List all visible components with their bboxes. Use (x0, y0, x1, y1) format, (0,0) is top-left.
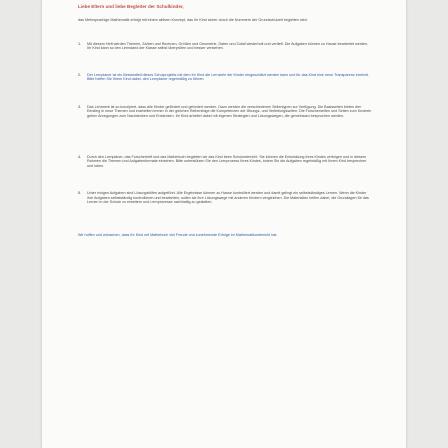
list-item (78, 105, 372, 137)
list-item-number: 4. (78, 154, 82, 159)
list-item-number: 2. (78, 72, 82, 77)
list-item-text: Durch den Lernplaner, das Forscherheft und das Mathebuch begleiten wir das Kind beim Schulunterricht. Sie können die Entwicklung ihres Kindes verfolgen und in diesem Rahmen die Themen und Aufgabenformate einsehen. Bitte unterstützen Sie den Lernprozess Ihres Kindes, indem Sie die Aufgaben regelmäßig mit Ihrem Kind besprechen und loben. (87, 154, 367, 169)
closing-paragraph: Wir hoffen und wünschen, dass Ihr Kind mit Mathebuch viel Freude und zunehmende Erfolge im Mathematikunterricht hat. (78, 232, 278, 237)
list-item (78, 73, 372, 87)
numbered-list (78, 42, 372, 219)
list-item (78, 42, 372, 60)
list-item-text: Das Lehrwerk ist so konzipiert, dass alle Kinder gefördert und gefordert werden. Dazu werden die verschiedenen Seitentypen zur Verfügung. Die Basisseiten bieten den Einstieg in neue Themen und erarbeiten immer in der gleichen Reihenfolge die Kompetenzen der Übungs- und Vertiefungsseiten. Die Forscherseiten und Seiten zum Knobeln geben Anregungen zum Nachdenken und Entdecken. Ihr Kind arbeitet dabei mit eigenen Strategien und Lösungswegen, die gemeinsam besprochen werden. (87, 104, 372, 118)
list-item (78, 191, 372, 219)
list-item-text: Der Lernplaner ist ein Bestandteil dieses Schulprojekts mit dem Ihr Kind die Lernziele der Kinder eingeschätzt werden kann und für das Kind eine neue Transparenz erreicht. Bitte helfen Sie Ihrem Kind dabei, den Lernplaner regelmäßig zu führen. (87, 72, 370, 82)
list-item-number: 3. (78, 104, 82, 109)
list-item-number: 1. (78, 41, 82, 46)
list-item-number: 5. (78, 191, 82, 196)
list-item-text: Mit diesem Heft werden Themen, Zahlen und Rechnen, Größen und Geometrie, Daten und Zufall wiederholt und vertieft. Die Aufgaben können zu Hause bearbeitet werden. Ihr Kind kann so den Lernstand der Klasse selbst überprüfen und besser verstehen. (87, 41, 369, 51)
intro-paragraph: das Mehrsprachige Mathematik erfolgt mit einem aktiven Konzept, das Ihr Kind sicher durch die Nummern der Grundschulzeit begleiten wird. (78, 18, 308, 22)
list-item-text: Unter einigen Aufgaben sind Lösungshilfen aufgeführt. Alle Ergebnisse können zu Hause kontrolliert werden und damit gelingt ein selbstständiges Lernen. Wenn die Kinder ihre Aufgaben selbstständig kontrollieren und bearbeiten, sollen sie ihre Lösungswege mit anderen Kindern vergleichen. Die Materialien helfen dabei, die Grundlagen für das Lernen in der Schule zu erweitern und Lernprozesse nachhaltig zu gestalten. (87, 191, 369, 205)
document-content (42, 0, 406, 242)
document-title: Liebe Eltern und liebe Begleiter der Schulkinder, (78, 4, 184, 9)
list-item (78, 155, 372, 173)
document-page (42, 0, 406, 448)
